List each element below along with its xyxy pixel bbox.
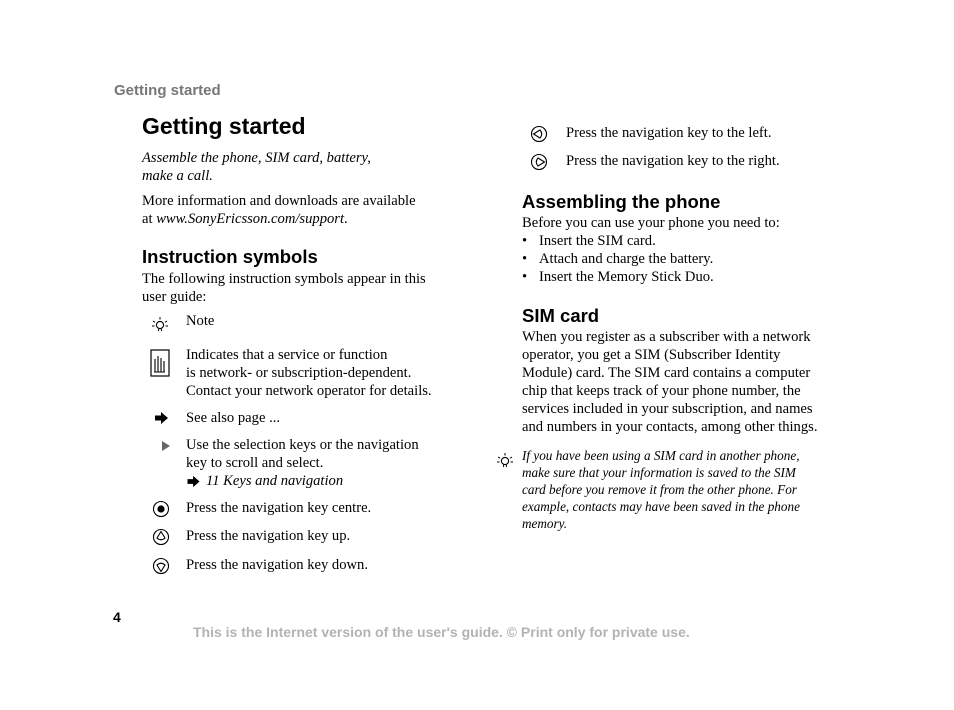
network-service-icon bbox=[149, 348, 171, 378]
instruction-symbols-intro bbox=[142, 270, 426, 306]
support-url: www.SonyEricsson.com/support bbox=[156, 211, 345, 227]
intro-line: make a call. bbox=[142, 168, 213, 184]
intro-line: user guide: bbox=[142, 289, 207, 305]
sim-card-line: and numbers in your contacts, among other things. bbox=[522, 419, 818, 435]
note-icon bbox=[150, 314, 170, 334]
service-line: is network- or subscription-dependent. bbox=[186, 365, 412, 381]
sim-card-line: services included in your subscription, and names bbox=[522, 401, 813, 417]
note-line: make sure that your information is saved to the SIM bbox=[522, 465, 796, 480]
service-line: Indicates that a service or function bbox=[186, 347, 388, 363]
see-also-arrow-icon bbox=[186, 475, 202, 488]
nav-right-icon bbox=[530, 153, 548, 171]
more-info-line: More information and downloads are available bbox=[142, 193, 416, 209]
nav-centre-icon bbox=[152, 500, 170, 518]
assembling-intro: Before you can use your phone you need to: bbox=[522, 215, 780, 231]
note-line: card before you remove it from the other phone. For bbox=[522, 482, 797, 497]
note-line: memory. bbox=[522, 516, 568, 531]
nav-left-icon bbox=[530, 125, 548, 143]
nav-right-label: Press the navigation key to the right. bbox=[566, 153, 780, 169]
intro-line: Assemble the phone, SIM card, battery, bbox=[142, 150, 371, 166]
intro-italic bbox=[142, 149, 371, 185]
nav-down-label: Press the navigation key down. bbox=[186, 557, 368, 573]
note-line: example, contacts may have been saved in the phone bbox=[522, 499, 800, 514]
assembling-heading: Assembling the phone bbox=[522, 191, 721, 212]
note-line: If you have been using a SIM card in another phone, bbox=[522, 448, 800, 463]
sim-card-line: Module) card. The SIM card contains a computer bbox=[522, 365, 811, 381]
see-also-arrow-icon bbox=[154, 411, 170, 425]
nav-down-icon bbox=[152, 557, 170, 575]
instruction-symbols-heading: Instruction symbols bbox=[142, 246, 318, 267]
sim-card-note bbox=[522, 447, 800, 532]
running-header: Getting started bbox=[114, 82, 221, 99]
note-label: Note bbox=[186, 313, 215, 329]
page-number: 4 bbox=[113, 609, 121, 625]
sim-card-body bbox=[522, 328, 817, 436]
selection-reference bbox=[186, 472, 419, 490]
assembling-section bbox=[522, 214, 862, 286]
selection-reference-text: 11 Keys and navigation bbox=[206, 473, 344, 489]
sim-card-line: operator, you get a SIM (Subscriber Identity bbox=[522, 347, 781, 363]
more-info-suffix: . bbox=[344, 211, 348, 227]
service-description bbox=[186, 346, 432, 400]
nav-up-icon bbox=[152, 528, 170, 546]
nav-up-label: Press the navigation key up. bbox=[186, 528, 351, 544]
selection-description bbox=[186, 436, 419, 490]
see-also-label: See also page ... bbox=[186, 410, 281, 426]
nav-centre-label: Press the navigation key centre. bbox=[186, 500, 372, 516]
selection-line: key to scroll and select. bbox=[186, 455, 324, 471]
sim-card-heading: SIM card bbox=[522, 305, 600, 326]
note-icon bbox=[495, 450, 515, 470]
more-info-prefix: at bbox=[142, 211, 157, 227]
intro-line: The following instruction symbols appear in this bbox=[142, 271, 426, 287]
sim-card-line: When you register as a subscriber with a network bbox=[522, 329, 811, 345]
list-item: • Insert the Memory Stick Duo. bbox=[522, 268, 862, 286]
selection-triangle-icon bbox=[161, 440, 171, 452]
list-item: • Attach and charge the battery. bbox=[522, 250, 862, 268]
sim-card-line: chip that keeps track of your phone number, the bbox=[522, 383, 801, 399]
page-title: Getting started bbox=[142, 113, 306, 139]
nav-left-label: Press the navigation key to the left. bbox=[566, 125, 772, 141]
more-info bbox=[142, 192, 416, 228]
footer-notice: This is the Internet version of the user's guide. © Print only for private use. bbox=[193, 624, 690, 640]
service-line: Contact your network operator for details. bbox=[186, 383, 432, 399]
list-item: • Insert the SIM card. bbox=[522, 232, 862, 250]
selection-line: Use the selection keys or the navigation bbox=[186, 437, 419, 453]
